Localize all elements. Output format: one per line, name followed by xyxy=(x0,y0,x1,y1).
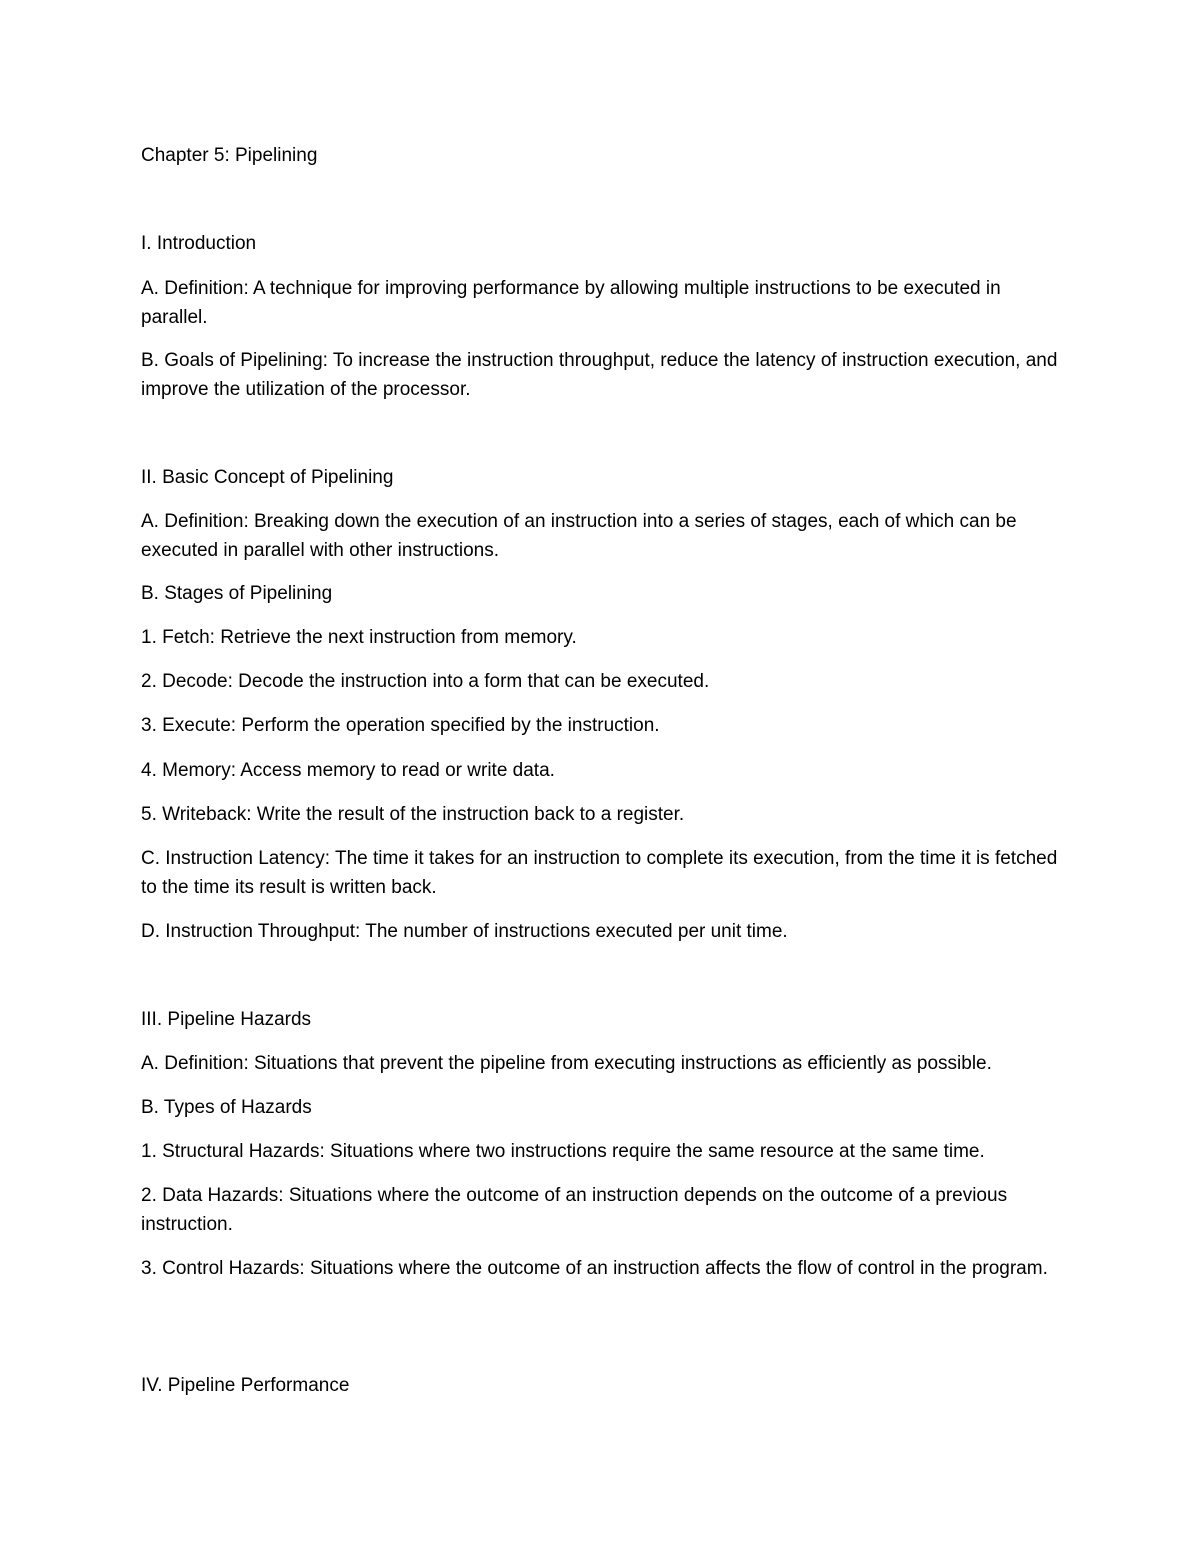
document-title: Chapter 5: Pipelining xyxy=(141,145,318,166)
section-heading-pipeline-performance: IV. Pipeline Performance xyxy=(141,1375,350,1396)
section-heading-introduction: I. Introduction xyxy=(141,233,257,254)
paragraph-hazards-definition: A. Definition: Situations that prevent the pipeline from executing instructions as efficiently as possible. xyxy=(141,1053,992,1074)
list-item-data-hazards: 2. Data Hazards: Situations where the outcome of an instruction depends on the outcome of a previous instruction. xyxy=(141,1185,1008,1235)
list-item-memory: 4. Memory: Access memory to read or write data. xyxy=(141,760,555,781)
list-item-structural-hazards: 1. Structural Hazards: Situations where two instructions require the same resource at the same time. xyxy=(141,1141,985,1162)
list-item-decode: 2. Decode: Decode the instruction into a form that can be executed. xyxy=(141,671,710,692)
paragraph-instruction-latency: C. Instruction Latency: The time it takes for an instruction to complete its execution, from the time it is fetched to the time its result is written back. xyxy=(141,848,1058,898)
paragraph-basic-concept-definition: A. Definition: Breaking down the execution of an instruction into a series of stages, each of which can be executed in parallel with other instructions. xyxy=(141,511,1017,561)
paragraph-instruction-throughput: D. Instruction Throughput: The number of instructions executed per unit time. xyxy=(141,921,788,942)
paragraph-types-of-hazards: B. Types of Hazards xyxy=(141,1097,312,1118)
paragraph-introduction-definition: A. Definition: A technique for improving performance by allowing multiple instructions to be executed in parallel. xyxy=(141,278,1001,328)
list-item-control-hazards: 3. Control Hazards: Situations where the outcome of an instruction affects the flow of control in the program. xyxy=(141,1258,1048,1279)
list-item-writeback: 5. Writeback: Write the result of the instruction back to a register. xyxy=(141,804,685,825)
paragraph-stages-heading: B. Stages of Pipelining xyxy=(141,583,333,604)
section-heading-pipeline-hazards: III. Pipeline Hazards xyxy=(141,1009,312,1030)
list-item-fetch: 1. Fetch: Retrieve the next instruction from memory. xyxy=(141,627,577,648)
list-item-execute: 3. Execute: Perform the operation specified by the instruction. xyxy=(141,715,660,736)
paragraph-introduction-goals: B. Goals of Pipelining: To increase the instruction throughput, reduce the latency of instruction execution, and improve the utilization of the processor. xyxy=(141,350,1058,400)
section-heading-basic-concept: II. Basic Concept of Pipelining xyxy=(141,467,394,488)
